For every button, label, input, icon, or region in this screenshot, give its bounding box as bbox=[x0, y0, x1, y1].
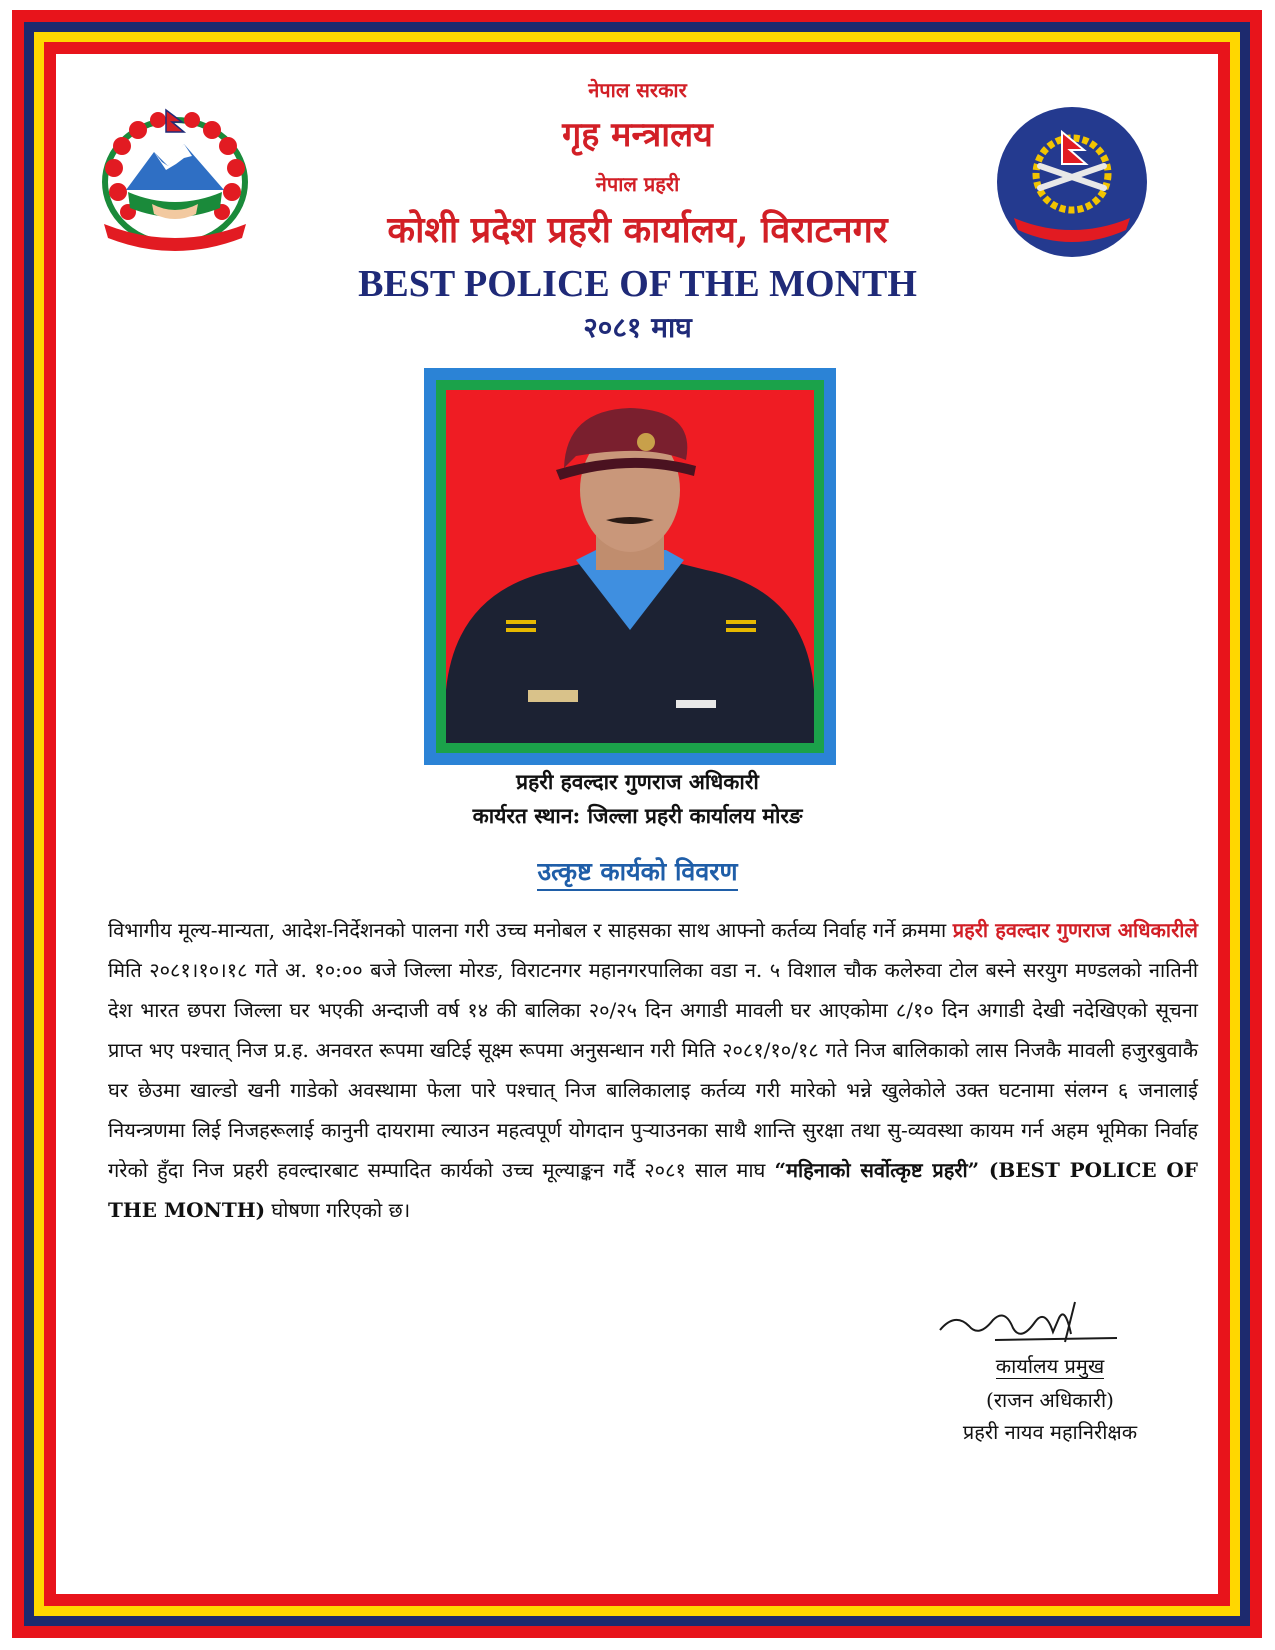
description-highlight-name: प्रहरी हवल्दार गुणराज अधिकारीले bbox=[952, 918, 1198, 942]
description-part1: विभागीय मूल्य-मान्यता, आदेश-निर्देशनको पालना गरी उच्च मनोबल र साहसका साथ आफ्नो कर्तव्य निर्वाह गर्ने क्रममा bbox=[108, 918, 953, 942]
ministry-title: गृह मन्त्रालय bbox=[562, 115, 713, 155]
description-bold-phrase: “महिनाको सर्वोत्कृष्ट प्रहरी” (BEST POLICE OF THE MONTH) bbox=[108, 1158, 1199, 1222]
award-title: BEST POLICE OF THE MONTH bbox=[358, 263, 917, 305]
description-part2: मिति २०८१।१०।१८ गते अ. १०:०० बजे जिल्ला मोरङ, विराटनगर महानगरपालिका वडा न. ५ विशाल चौक कलेरुवा टोल बस्ने सरयुग मण्डलको नातिनी देश भारत छपरा जिल्ला घर भएकी अन्दाजी वर्ष १४ की बालिका २०/२५ दिन अगाडी मावली घर आएकोमा ८/१० दिन अगाडी देखी नदेखिएको सूचना प्राप्त भए पश्चात् निज प्र.ह. अनवरत रूपमा खटिई सूक्ष्म रूपमा अनुसन्धान गरी मिति २०८१/१०/१८ गते निज बालिकाको लास निजकै मावली हजुरबुवाकै घर छेउमा खाल्डो खनी गाडेको अवस्थामा फेला पारे पश्चात् निज बालिकालाइ कर्तव्य गरी मारेको भन्ने खुलेकोले उक्त घटनामा संलग्न ६ जनालाई नियन्त्रणमा लिई निजहरूलाई कानुनी दायरामा ल्याउन महत्वपूर्ण योगदान पुऱ्याउनका साथै शान्ति सुरक्षा तथा सु-व्यवस्था कायम गर्न अहम भूमिका निर्वाह गरेको हुँदा निज प्रहरी हवल्दारबाट सम्पादित कार्यको उच्च मूल्याङ्कन गर्दै २०८१ साल माघ bbox=[108, 958, 1198, 1182]
recipient-workplace: कार्यरत स्थान: जिल्ला प्रहरी कार्यालय मोरङ bbox=[472, 803, 803, 828]
police-officer-portrait-icon bbox=[446, 390, 814, 743]
signatory-title-text: कार्यालय प्रमुख bbox=[995, 1354, 1105, 1378]
section-heading bbox=[0, 854, 1275, 888]
description-paragraph bbox=[108, 910, 1198, 1230]
description-part3: घोषणा गरिएको छ। bbox=[265, 1198, 411, 1222]
signatory-title bbox=[900, 1352, 1200, 1379]
recipient-name: प्रहरी हवल्दार गुणराज अधिकारी bbox=[516, 769, 759, 794]
photo-frame bbox=[424, 368, 836, 765]
nepal-police-label: नेपाल प्रहरी bbox=[595, 172, 680, 196]
office-title: कोशी प्रदेश प्रहरी कार्यालय, विराटनगर bbox=[387, 209, 888, 251]
photo-frame-green bbox=[436, 380, 824, 753]
signatory-name: (राजन अधिकारी) bbox=[986, 1388, 1114, 1412]
signatory-rank: प्रहरी नायव महानिरीक्षक bbox=[962, 1420, 1138, 1444]
section-heading-text: उत्कृष्ट कार्यको विवरण bbox=[537, 857, 737, 891]
award-date: २०८१ माघ bbox=[583, 311, 692, 344]
photo-background bbox=[446, 390, 814, 743]
handwritten-signature-icon bbox=[935, 1298, 1125, 1348]
government-label: नेपाल सरकार bbox=[588, 78, 687, 102]
